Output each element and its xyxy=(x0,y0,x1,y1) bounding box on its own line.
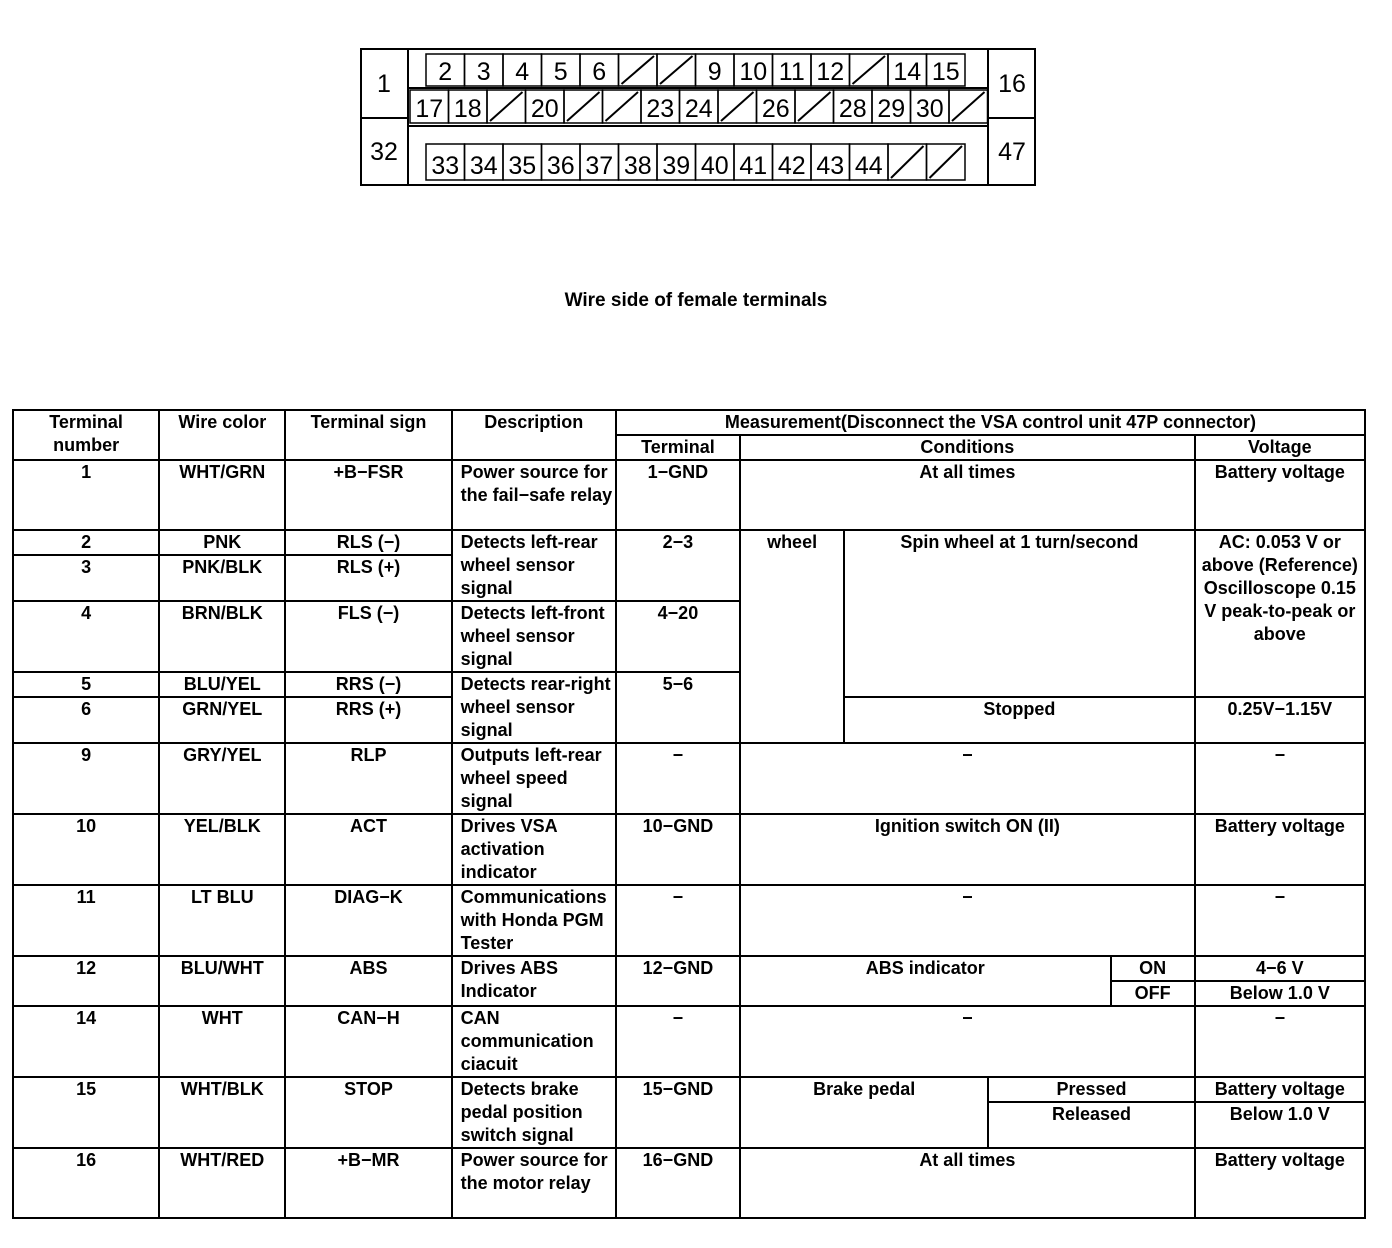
cell-wire-color: WHT/BLK xyxy=(159,1077,285,1148)
pin-number: 12 xyxy=(816,58,845,86)
cell-terminal: 1−GND xyxy=(616,460,740,530)
header-terminal: Terminal xyxy=(616,435,740,460)
cell-description: Detects brake pedal position switch signal xyxy=(452,1077,616,1148)
unused-cavity-slash xyxy=(853,56,886,84)
pin-number: 4 xyxy=(515,58,530,86)
cavity-group xyxy=(410,54,988,180)
cell-terminal-number: 10 xyxy=(13,814,159,885)
cell-conditions: Stopped xyxy=(844,697,1194,743)
header-terminal-sign: Terminal sign xyxy=(285,410,451,460)
pin-number: 29 xyxy=(877,95,906,123)
cell-terminal-sign: ACT xyxy=(285,814,451,885)
unused-cavity-slash xyxy=(622,56,655,84)
cell-terminal-number: 1 xyxy=(13,460,159,530)
pin-number: 36 xyxy=(546,152,575,180)
cell-wire-color: BLU/YEL xyxy=(159,672,285,697)
cell-description: Detects rear-right wheel sensor signal xyxy=(452,672,616,743)
cell-terminal-sign: RRS (+) xyxy=(285,697,451,743)
cell-wire-color: YEL/BLK xyxy=(159,814,285,885)
cell-state-off: OFF xyxy=(1111,981,1195,1006)
pin-number: 20 xyxy=(530,95,559,123)
pin-number: 15 xyxy=(931,58,960,86)
pin-number: 10 xyxy=(739,58,768,86)
pin-number: 38 xyxy=(623,152,652,180)
cell-voltage: AC: 0.053 V or above (Reference) Oscilloscope 0.15 V peak-to-peak or above xyxy=(1195,530,1365,697)
table-row xyxy=(13,743,1365,814)
cell-description: Detects left-rear wheel sensor signal xyxy=(452,530,616,601)
cell-conditions: Spin wheel at 1 turn/second xyxy=(844,530,1194,697)
cell-voltage: Battery voltage xyxy=(1195,814,1365,885)
cell-conditions: − xyxy=(740,743,1195,814)
connector-diagram xyxy=(360,48,1036,186)
pin-number: 14 xyxy=(893,58,922,86)
table-row xyxy=(13,1006,1365,1077)
pin-number: 43 xyxy=(816,152,845,180)
cell-wire-color: LT BLU xyxy=(159,885,285,956)
table-row xyxy=(13,1077,1365,1102)
cell-terminal-sign: ABS xyxy=(285,956,451,1006)
header-voltage: Voltage xyxy=(1195,435,1365,460)
table-row xyxy=(13,1148,1365,1218)
cell-terminal: − xyxy=(616,885,740,956)
cell-wire-color: BRN/BLK xyxy=(159,601,285,672)
pin-number: 18 xyxy=(453,95,482,123)
pin-number: 42 xyxy=(777,152,806,180)
cell-terminal-number: 6 xyxy=(13,697,159,743)
cell-terminal-sign: +B−MR xyxy=(285,1148,451,1218)
cell-terminal-number: 5 xyxy=(13,672,159,697)
unused-cavity-slash xyxy=(952,92,985,121)
pin-47: 47 xyxy=(998,138,1026,166)
header-description: Description xyxy=(452,410,616,460)
unused-cavity-slash xyxy=(721,92,754,121)
table-row xyxy=(13,530,1365,555)
pin-number: 6 xyxy=(592,58,607,86)
cell-description: Outputs left-rear wheel speed signal xyxy=(452,743,616,814)
cell-description: CAN communication ciacuit xyxy=(452,1006,616,1077)
pin-number: 11 xyxy=(778,58,805,86)
unused-cavity-slash xyxy=(891,146,924,178)
table-row xyxy=(13,956,1365,981)
cell-wire-color: WHT/RED xyxy=(159,1148,285,1218)
cell-terminal-number: 16 xyxy=(13,1148,159,1218)
pin-number: 40 xyxy=(700,152,729,180)
cell-terminal-number: 9 xyxy=(13,743,159,814)
cell-terminal-sign: STOP xyxy=(285,1077,451,1148)
pin-number: 33 xyxy=(431,152,460,180)
terminal-table xyxy=(12,409,1366,1219)
cell-voltage: Battery voltage xyxy=(1195,1148,1365,1218)
cell-description: Communications with Honda PGM Tester xyxy=(452,885,616,956)
pin-number: 5 xyxy=(553,58,568,86)
header-wire-color: Wire color xyxy=(159,410,285,460)
cell-terminal-sign: FLS (−) xyxy=(285,601,451,672)
unused-cavity-slash xyxy=(567,92,600,121)
cell-wire-color: PNK xyxy=(159,530,285,555)
cell-terminal-sign: RLS (−) xyxy=(285,530,451,555)
pin-1: 1 xyxy=(377,70,391,98)
cell-terminal-sign: RLS (+) xyxy=(285,555,451,601)
table-row xyxy=(13,814,1365,885)
cell-voltage: − xyxy=(1195,743,1365,814)
pin-number: 39 xyxy=(662,152,691,180)
cell-description: Drives ABS Indicator xyxy=(452,956,616,1006)
header-measurement: Measurement(Disconnect the VSA control unit 47P connector) xyxy=(616,410,1365,435)
pin-number: 26 xyxy=(761,95,790,123)
pin-number: 2 xyxy=(438,58,453,86)
cell-voltage-off: Below 1.0 V xyxy=(1195,981,1365,1006)
pin-number: 37 xyxy=(585,152,614,180)
cell-state-pressed: Pressed xyxy=(988,1077,1194,1102)
pin-number: 28 xyxy=(838,95,867,123)
cell-conditions: ABS indicator xyxy=(740,956,1111,1006)
cell-terminal: 10−GND xyxy=(616,814,740,885)
cell-wire-color: GRY/YEL xyxy=(159,743,285,814)
cell-terminal: 4−20 xyxy=(616,601,740,672)
pin-number: 3 xyxy=(476,58,491,86)
cell-terminal-number: 14 xyxy=(13,1006,159,1077)
header-row xyxy=(13,410,1365,435)
cell-terminal-sign: RLP xyxy=(285,743,451,814)
pin-number: 44 xyxy=(854,152,883,180)
cell-terminal-sign: +B−FSR xyxy=(285,460,451,530)
cell-conditions: At all times xyxy=(740,460,1195,530)
cell-voltage: − xyxy=(1195,885,1365,956)
pin-number: 30 xyxy=(915,95,944,123)
connector-svg xyxy=(360,48,1036,186)
cell-terminal: 2−3 xyxy=(616,530,740,601)
pin-number: 23 xyxy=(646,95,675,123)
cell-terminal-number: 11 xyxy=(13,885,159,956)
cell-conditions: − xyxy=(740,1006,1195,1077)
cell-terminal: − xyxy=(616,1006,740,1077)
cell-terminal-number: 2 xyxy=(13,530,159,555)
pin-number: 9 xyxy=(707,58,722,86)
cell-terminal: 15−GND xyxy=(616,1077,740,1148)
pin-number: 34 xyxy=(469,152,498,180)
cell-voltage-pressed: Battery voltage xyxy=(1195,1077,1365,1102)
pin-16: 16 xyxy=(998,70,1026,98)
cell-description: Power source for the fail−safe relay xyxy=(452,460,616,530)
pin-number: 17 xyxy=(415,95,444,123)
cell-voltage: − xyxy=(1195,1006,1365,1077)
cell-condition-group: wheel xyxy=(740,530,844,743)
cell-description: Power source for the motor relay xyxy=(452,1148,616,1218)
cell-description: Drives VSA activation indicator xyxy=(452,814,616,885)
table-row xyxy=(13,885,1365,956)
cell-conditions: − xyxy=(740,885,1195,956)
header-conditions: Conditions xyxy=(740,435,1195,460)
cell-description: Detects left-front wheel sensor signal xyxy=(452,601,616,672)
cell-wire-color: BLU/WHT xyxy=(159,956,285,1006)
cell-wire-color: PNK/BLK xyxy=(159,555,285,601)
pin-number: 35 xyxy=(508,152,537,180)
unused-cavity-slash xyxy=(798,92,831,121)
diagram-caption: Wire side of female terminals xyxy=(564,290,828,311)
cell-state-released: Released xyxy=(988,1102,1194,1148)
cell-terminal: 12−GND xyxy=(616,956,740,1006)
table-row xyxy=(13,460,1365,530)
cell-terminal-sign: CAN−H xyxy=(285,1006,451,1077)
cell-terminal-sign: DIAG−K xyxy=(285,885,451,956)
unused-cavity-slash xyxy=(490,92,523,121)
unused-cavity-slash xyxy=(660,56,693,84)
unused-cavity-slash xyxy=(930,146,963,178)
cell-conditions: Ignition switch ON (II) xyxy=(740,814,1195,885)
cell-conditions: Brake pedal xyxy=(740,1077,988,1148)
cell-wire-color: WHT xyxy=(159,1006,285,1077)
cell-wire-color: WHT/GRN xyxy=(159,460,285,530)
unused-cavity-slash xyxy=(606,92,639,121)
pin-32: 32 xyxy=(370,138,398,166)
cell-terminal: − xyxy=(616,743,740,814)
header-terminal-number: Terminal number xyxy=(13,410,159,460)
pin-number: 41 xyxy=(739,152,768,180)
cell-terminal-number: 15 xyxy=(13,1077,159,1148)
pin-number: 24 xyxy=(684,95,713,123)
cell-voltage: Battery voltage xyxy=(1195,460,1365,530)
cell-terminal-sign: RRS (−) xyxy=(285,672,451,697)
cell-wire-color: GRN/YEL xyxy=(159,697,285,743)
cell-state-on: ON xyxy=(1111,956,1195,981)
cell-voltage-on: 4−6 V xyxy=(1195,956,1365,981)
cell-terminal-number: 4 xyxy=(13,601,159,672)
cell-terminal: 5−6 xyxy=(616,672,740,743)
cell-voltage: 0.25V−1.15V xyxy=(1195,697,1365,743)
cell-voltage-released: Below 1.0 V xyxy=(1195,1102,1365,1148)
cell-terminal-number: 12 xyxy=(13,956,159,1006)
cell-terminal: 16−GND xyxy=(616,1148,740,1218)
cell-conditions: At all times xyxy=(740,1148,1195,1218)
cell-terminal-number: 3 xyxy=(13,555,159,601)
